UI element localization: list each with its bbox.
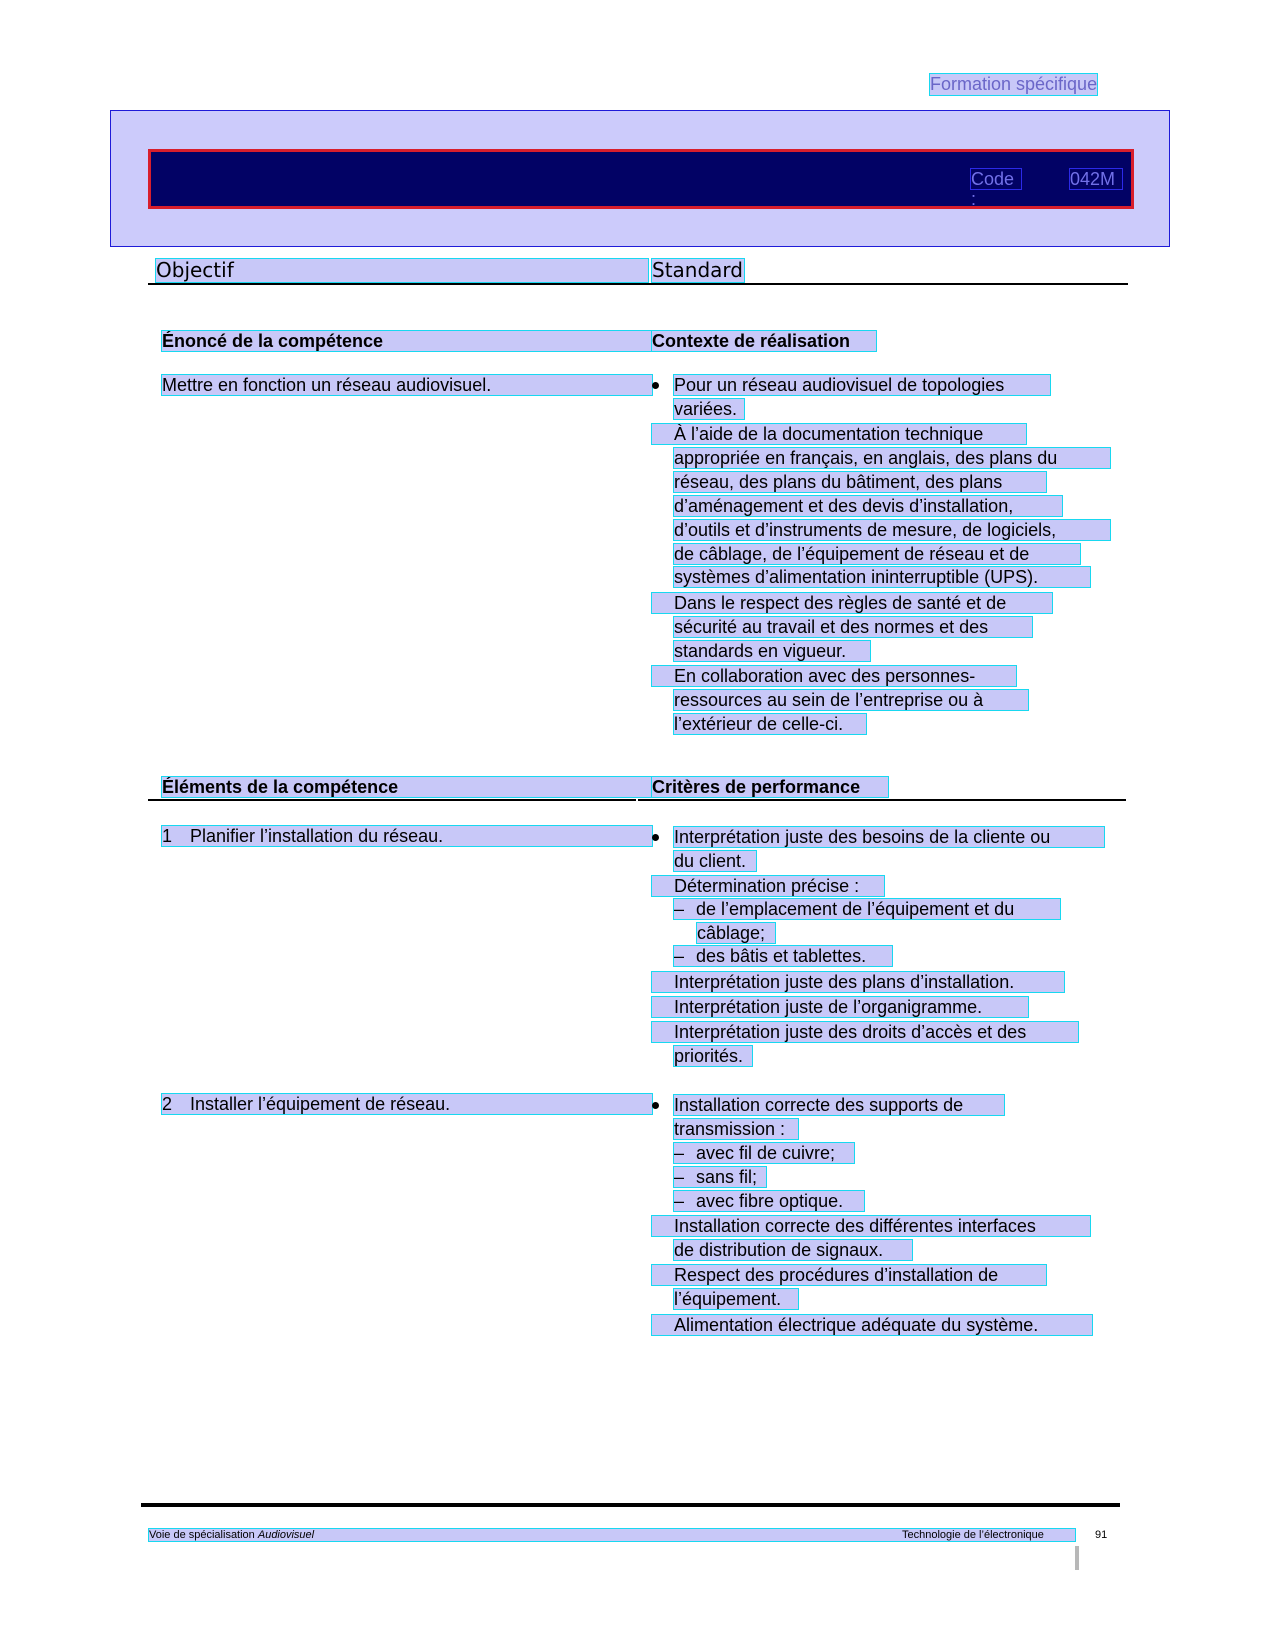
- criteria-sub-text: sans fil;: [696, 1167, 758, 1187]
- divider: [148, 283, 1128, 285]
- divider: [148, 799, 636, 801]
- competence-statement: Mettre en fonction un réseau audiovisuel.: [162, 375, 652, 395]
- bullet-icon: [652, 1102, 659, 1109]
- objectif-label: Objectif: [156, 259, 648, 282]
- criteria-line: transmission :: [674, 1119, 798, 1139]
- context-line: systèmes d’alimentation ininterruptible (UPS).: [674, 567, 1090, 587]
- criteria-line: l’équipement.: [674, 1289, 798, 1309]
- criteria-sub-line: câblage;: [697, 923, 775, 943]
- criteria-line: Installation correcte des supports de: [674, 1095, 1004, 1115]
- bullet-icon: [652, 382, 659, 389]
- divider: [638, 799, 1126, 801]
- footer-program: Technologie de l’électronique: [902, 1529, 1044, 1541]
- context-line: réseau, des plans du bâtiment, des plans: [674, 472, 1046, 492]
- criteria-line: priorités.: [674, 1046, 752, 1066]
- criteria-sub-text: avec fibre optique.: [696, 1191, 844, 1211]
- context-line: d’outils et d’instruments de mesure, de logiciels,: [674, 520, 1110, 540]
- context-line: standards en vigueur.: [674, 641, 870, 661]
- element-number: 2: [162, 1094, 173, 1114]
- criteria-line: du client.: [674, 851, 756, 871]
- dash-icon: –: [674, 946, 685, 966]
- criteria-sub-line: [674, 1143, 854, 1163]
- criteria-line: Installation correcte des différentes interfaces: [652, 1216, 1090, 1236]
- context-line: En collaboration avec des personnes-: [652, 666, 1016, 686]
- contexte-heading: Contexte de réalisation: [652, 331, 876, 351]
- bullet-icon: [652, 834, 659, 841]
- criteria-line: Interprétation juste des besoins de la cliente ou: [674, 827, 1104, 847]
- element-text: Planifier l’installation du réseau.: [190, 826, 444, 846]
- footer-voie-name: Audiovisuel: [257, 1529, 315, 1541]
- criteria-sub-text: des bâtis et tablettes.: [696, 946, 867, 966]
- criteria-line: Interprétation juste des droits d’accès et des: [652, 1022, 1078, 1042]
- footer-divider: [141, 1503, 1120, 1507]
- context-line: ressources au sein de l’entreprise ou à: [674, 690, 1028, 710]
- criteres-heading: Critères de performance: [652, 777, 888, 797]
- context-line: l’extérieur de celle-ci.: [674, 714, 866, 734]
- element-row: [162, 826, 652, 846]
- elements-heading: Éléments de la compétence: [162, 777, 652, 797]
- footer-mark: [1075, 1546, 1079, 1570]
- criteria-line: de distribution de signaux.: [674, 1240, 912, 1260]
- criteria-sub-text: de l’emplacement de l’équipement et du: [696, 899, 1015, 919]
- element-number: 1: [162, 826, 173, 846]
- element-text: Installer l’équipement de réseau.: [190, 1094, 451, 1114]
- context-line: À l’aide de la documentation technique: [652, 424, 1026, 444]
- criteria-line: Interprétation juste de l’organigramme.: [652, 997, 1028, 1017]
- context-line: sécurité au travail et des normes et des: [674, 617, 1032, 637]
- standard-label: Standard: [652, 258, 743, 282]
- criteria-line: Détermination précise :: [652, 876, 884, 896]
- context-line: appropriée en français, en anglais, des plans du: [674, 448, 1110, 468]
- context-line: d’aménagement et des devis d’installation,: [674, 496, 1062, 516]
- footer-voie-label: Voie de spécialisation: [149, 1529, 258, 1541]
- footer-page-number: 91: [1095, 1529, 1108, 1541]
- context-line: Dans le respect des règles de santé et de: [652, 593, 1052, 613]
- dash-icon: –: [674, 1191, 685, 1211]
- criteria-sub-line: [674, 1167, 766, 1187]
- dash-icon: –: [674, 1167, 685, 1187]
- enonce-heading: Énoncé de la compétence: [162, 331, 652, 351]
- code-value: 042M: [1070, 169, 1122, 189]
- dash-icon: –: [674, 1143, 685, 1163]
- criteria-line: Interprétation juste des plans d’installation.: [652, 972, 1064, 992]
- criteria-sub-line: [674, 946, 892, 966]
- header-formation-label: Formation spécifique: [930, 74, 1098, 94]
- element-row: [162, 1094, 652, 1114]
- criteria-line: Respect des procédures d’installation de: [652, 1265, 1046, 1285]
- context-line: variées.: [674, 399, 744, 419]
- criteria-sub-text: avec fil de cuivre;: [696, 1143, 836, 1163]
- context-line: de câblage, de l’équipement de réseau et de: [674, 544, 1080, 564]
- criteria-sub-line: [674, 899, 1060, 919]
- criteria-line: Alimentation électrique adéquate du système.: [652, 1315, 1092, 1335]
- criteria-sub-line: [674, 1191, 864, 1211]
- dash-icon: –: [674, 899, 685, 919]
- context-line: Pour un réseau audiovisuel de topologies: [674, 375, 1050, 395]
- code-label: Code :: [971, 169, 1021, 189]
